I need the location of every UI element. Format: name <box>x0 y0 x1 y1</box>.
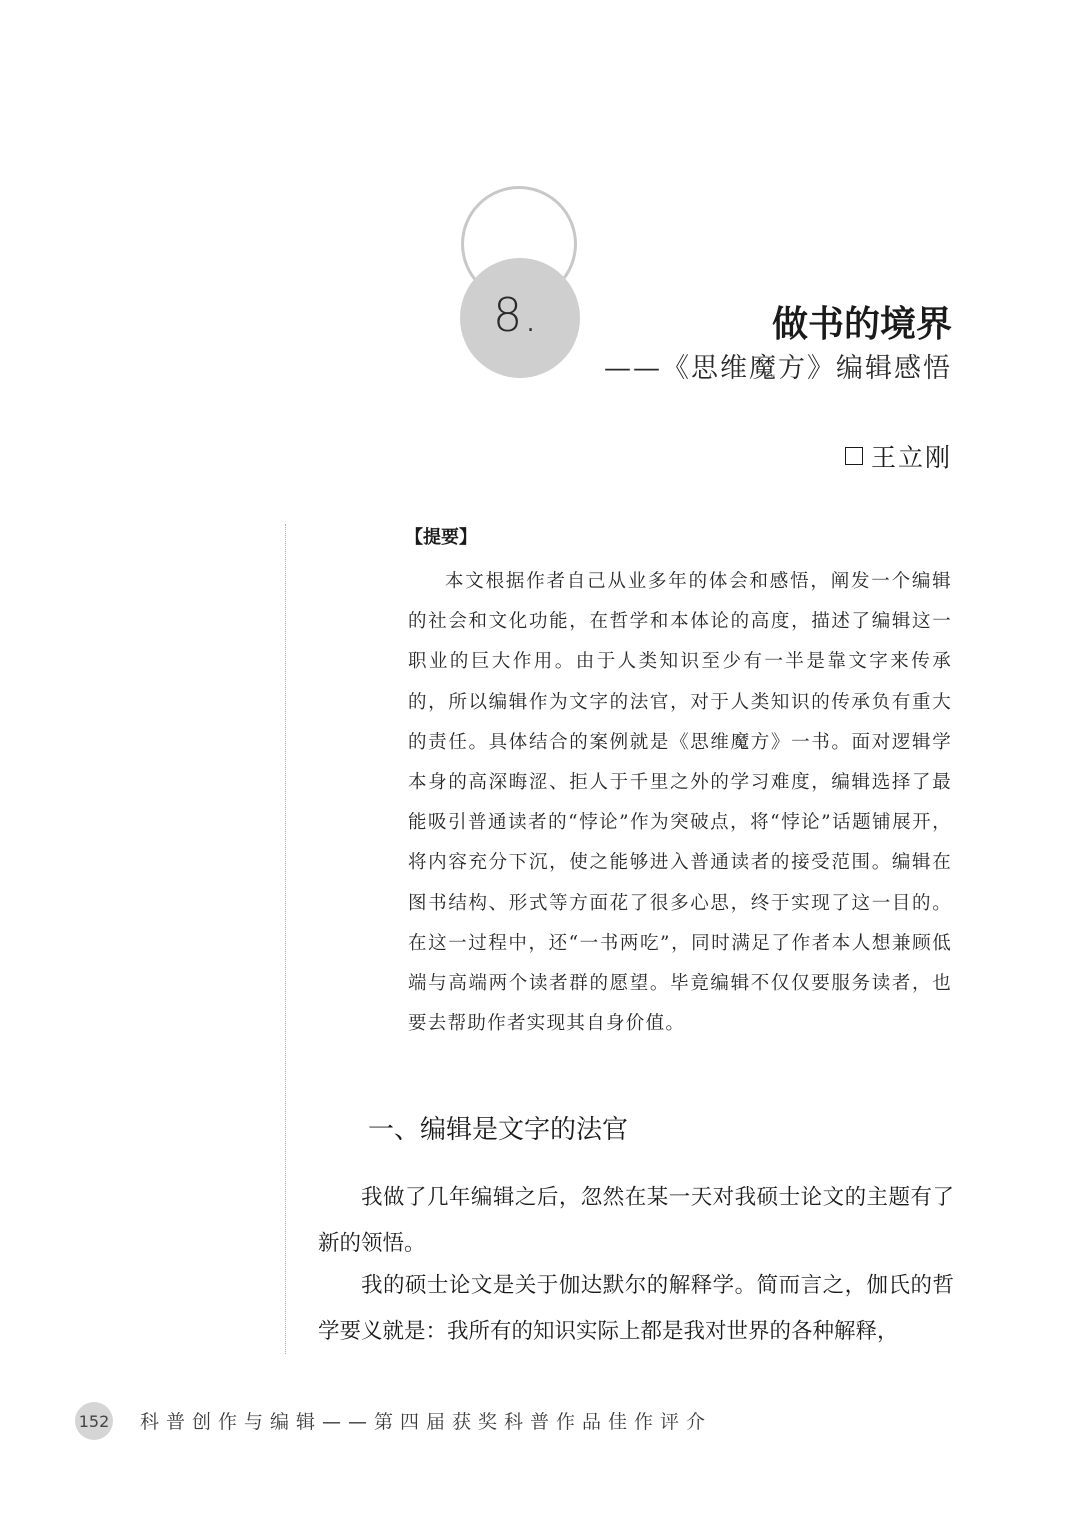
author-name: 王立刚 <box>870 443 952 472</box>
author-box-icon <box>845 447 863 465</box>
chapter-subtitle: ——《思维魔方》编辑感悟 <box>604 353 952 384</box>
abstract-label: 【提要】 <box>405 527 477 548</box>
author-line <box>845 438 952 474</box>
body-paragraph: 我的硕士论文是关于伽达默尔的解释学。简而言之，伽氏的哲学要义就是：我所有的知识实际上都是我对世界的各种解释， <box>318 1273 954 1344</box>
body-paragraph: 我做了几年编辑之后，忽然在某一天对我硕士论文的主题有了新的领悟。 <box>318 1185 954 1256</box>
chapter-title: 做书的境界 <box>771 304 952 345</box>
running-footer-title: 科普创作与编辑——第四届获奖科普作品佳作评介 <box>140 1411 713 1433</box>
page-number: 152 <box>75 1402 113 1440</box>
section-heading: 一、编辑是文字的法官 <box>368 1115 629 1145</box>
margin-dotted-rule <box>285 524 286 1354</box>
abstract-text: 本文根据作者自己从业多年的体会和感悟，阐发一个编辑的社会和文化功能，在哲学和本体论的高度，描述了编辑这一职业的巨大作用。由于人类知识至少有一半是靠文字来传承的，所以编辑作为文字的法官，对于人类知识的传承负有重大的责任。具体结合的案例就是《思维魔方》一书。面对逻辑学本身的高深晦涩、拒人于千里之外的学习难度，编辑选择了最能吸引普通读者的“悖论”作为突破点，将“悖论”话题铺展开，将内容充分下沉，使之能够进入普通读者的接受范围。编辑在图书结构、形式等方面花了很多心思，终于实现了这一目的。在这一过程中，还“一书两吃”，同时满足了作者本人想兼顾低端与高端两个读者群的愿望。毕竟编辑不仅仅要服务读者，也要去帮助作者实现其自身价值。 <box>408 571 952 1035</box>
chapter-number: 8. <box>493 288 539 342</box>
